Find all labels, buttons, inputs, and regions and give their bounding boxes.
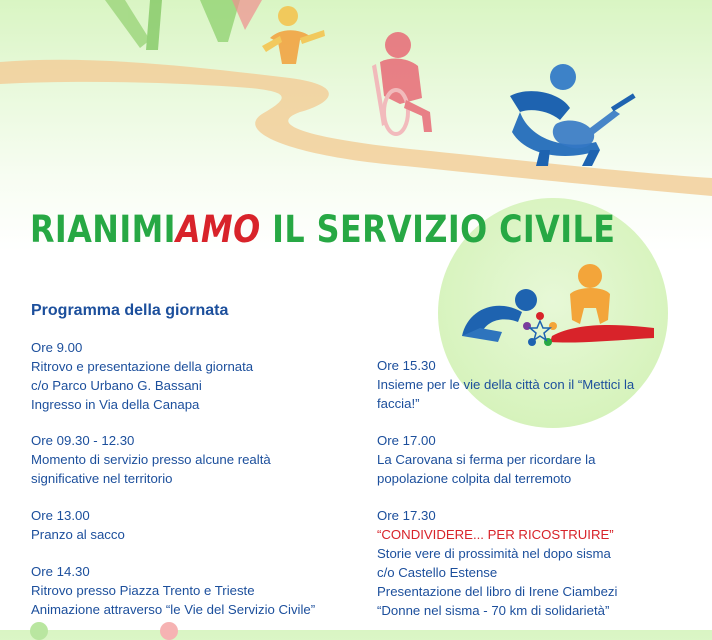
event-time: Ore 17.00: [377, 433, 436, 448]
event-line: La Carovana si ferma per ricordare la: [377, 452, 596, 467]
decorative-dot: [30, 622, 48, 640]
green-person-figure-icon: [105, 0, 162, 50]
event-time: Ore 17.30: [377, 508, 436, 523]
event-line: Ingresso in Via della Canapa: [31, 397, 200, 412]
event-1700: [377, 431, 595, 488]
title-part-2: IL SERVIZIO CIVILE: [260, 208, 616, 251]
event-line: popolazione colpita dal terremoto: [377, 471, 572, 486]
guitar-player-icon: [510, 64, 636, 166]
cpr-figures-icon: [458, 258, 658, 358]
event-time: Ore 13.00: [31, 508, 90, 523]
event-time: Ore 09.30 - 12.30: [31, 433, 135, 448]
event-line: Insieme per le vie della città con il “Mettici la: [377, 377, 635, 392]
event-line: Pranzo al sacco: [31, 527, 125, 542]
event-line: significative nel territorio: [31, 471, 173, 486]
title-part-1: RIANIMI: [30, 208, 176, 251]
wheelchair-person-icon: [372, 32, 432, 134]
event-line: Presentazione del libro di Irene Ciambezi: [377, 584, 618, 599]
event-highlight: “CONDIVIDERE... PER RICOSTRUIRE”: [377, 527, 614, 542]
event-1530: [377, 356, 634, 413]
programme-heading: Programma della giornata: [31, 302, 229, 319]
event-0930: [31, 431, 271, 488]
event-line: Animazione attraverso “le Vie del Servizio Civile”: [31, 602, 316, 617]
event-0900: [31, 338, 253, 414]
event-time: Ore 9.00: [31, 340, 83, 355]
decorative-dot: [160, 622, 178, 640]
event-time: Ore 14.30: [31, 564, 90, 579]
event-line: Storie vere di prossimità nel dopo sisma: [377, 546, 611, 561]
event-line: faccia!”: [377, 396, 420, 411]
title-highlight: AMO: [175, 208, 261, 251]
walking-child-icon: [262, 6, 325, 64]
event-line: c/o Castello Estense: [377, 565, 498, 580]
event-line: “Donne nel sisma - 70 km di solidarietà”: [377, 603, 610, 618]
event-1430: [31, 562, 315, 619]
event-line: Ritrovo e presentazione della giornata: [31, 359, 254, 374]
page-title: [30, 208, 616, 251]
event-line: c/o Parco Urbano G. Bassani: [31, 378, 202, 393]
event-1300: [31, 506, 125, 544]
event-line: Momento di servizio presso alcune realtà: [31, 452, 271, 467]
event-line: Ritrovo presso Piazza Trento e Trieste: [31, 583, 255, 598]
event-1730: [377, 506, 617, 620]
hero-illustration: [0, 0, 712, 210]
red-person-figure-icon: [200, 0, 262, 42]
winding-path: [0, 60, 712, 196]
event-time: Ore 15.30: [377, 358, 436, 373]
